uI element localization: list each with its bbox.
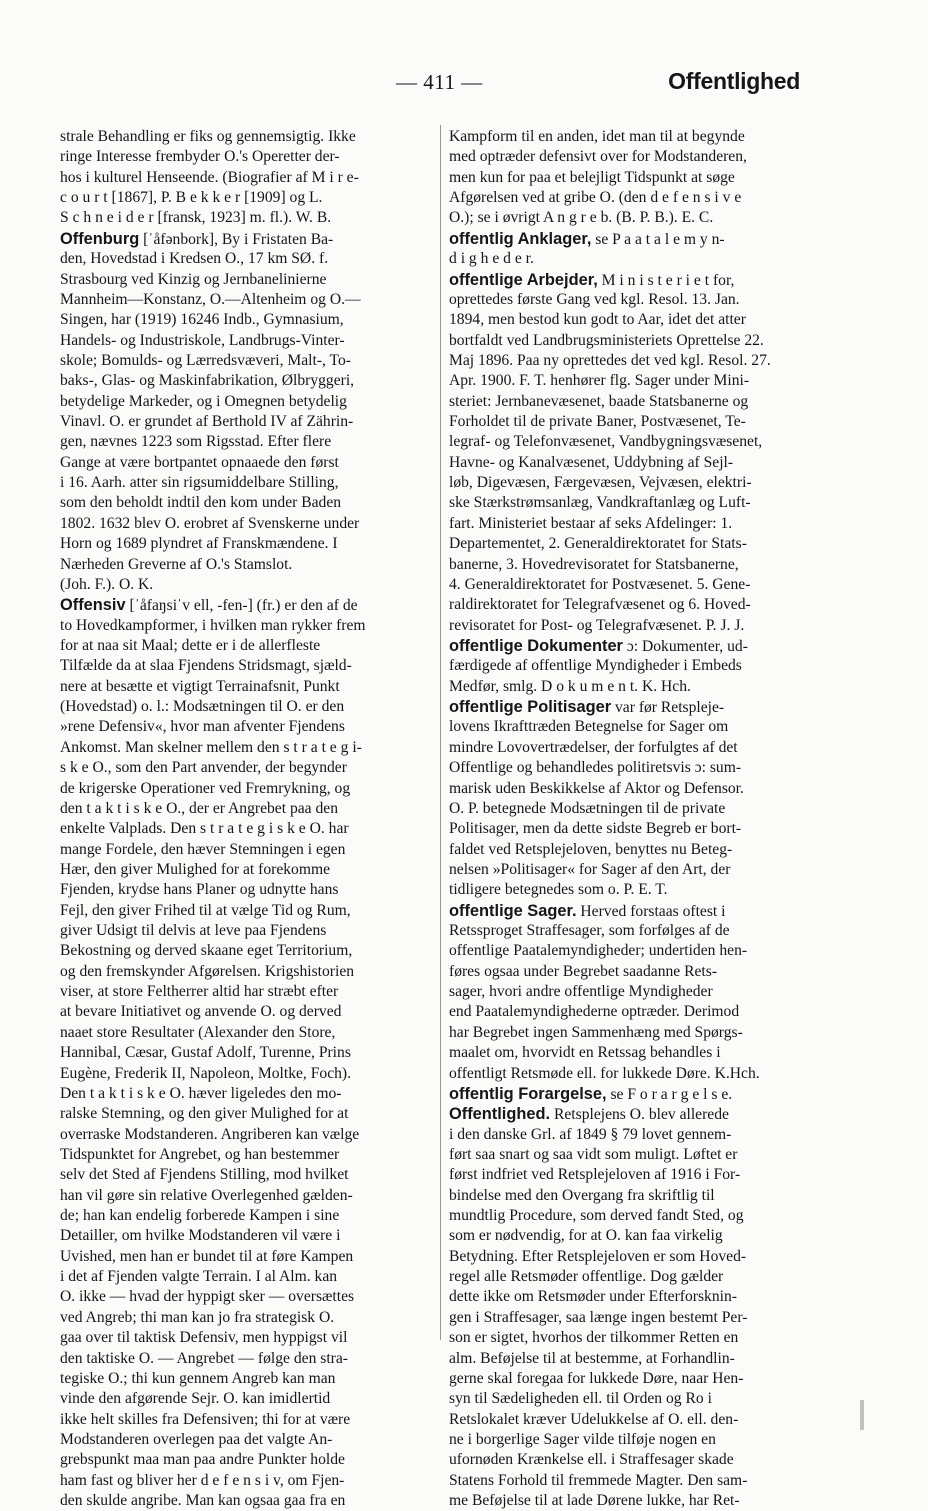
text-line: først indfriet ved Retsplejeloven af 1916 i For- [449,1166,741,1184]
text-line: Hannibal, Cæsar, Gustaf Adolf, Turenne, Prins [60,1044,351,1062]
text-line: med optræder defensivt over for Modstanderen, [449,148,747,166]
text-line: og den fremskynder Afgørelsen. Krigshistorien [60,962,355,980]
text-line: løb, Digevæsen, Færgevæsen, Vejvæsen, elektri- [449,474,752,492]
headword: offentlige Arbejder, [449,270,598,289]
text-line: Ankomst. Man skelner mellem den s t r a t e g i- [60,738,362,756]
text-line: ham fast og bliver her d e f e n s i v, om Fjen- [60,1471,345,1489]
text-line: grebspunkt maa man paa andre Punkter holde [60,1451,345,1469]
text-line: den, Hovedstad i Kredsen O., 17 km SØ. f. [60,250,329,268]
text-line: Offentlige og behandledes politiretsvis ɔ: sum- [449,759,742,777]
text-line: gerne skal foregaa for lukkede Døre, naar Hen- [449,1369,744,1387]
text-line: son er sigtet, hvorhos der tilkommer Retten en [449,1329,739,1347]
text-line: faldet ved Retsplejeloven, benyttes nu Beteg- [449,840,733,858]
text-line: Uvished, men han er bundet til at føre Kampen [60,1247,354,1265]
text-line: overraske Modstanderen. Angriberen kan vælge [60,1125,360,1143]
page-number: — 411 — [396,70,483,94]
text-line: to Hovedkampformer, i hvilken man rykker frem [60,616,366,634]
text-line: O. ikke — hvad der hyppigt sker — oversættes [60,1288,355,1306]
text-line: O. P. betegnede Modsætningen til de private [449,799,726,817]
headword: offentlige Dokumenter [449,636,623,655]
text-line: Modstanderen overlegen paa det valgte An- [60,1431,333,1448]
text-line: Detailler, om hvilke Modstanderen vil være i [60,1227,341,1245]
text-line: 1802. 1632 blev O. erobret af Svenskerne under [60,514,360,532]
text-line: steriet: Jernbanevæsenet, baade Statsbanerne og [449,392,749,410]
text-line: Afgørelsen ved at gribe O. (den d e f e n s i v e [449,189,742,207]
text-line: Mannheim—Konstanz, O.—Altenheim og O.— [60,290,361,308]
text-line: færdigede af offentlige Myndigheder i Embeds [449,657,742,675]
text-line: giver Udsigt til delvis at leve paa Fjendens [60,922,327,940]
text-line: Strasbourg ved Kinzig og Jernbanelinierne [60,270,327,288]
text-line: me Beføjelse til at lade Dørene lukke, har Ret- [449,1492,740,1510]
text-line: Retslokalet kræver Udelukkelse af O. ell. den- [449,1410,739,1428]
text-line: offentlige Dokumenter ɔ: Dokumenter, ud- [449,636,748,655]
text-line: i det af Fjenden valgte Terrain. I al Alm. kan [60,1268,338,1286]
text-line: vinde den afgørende Sejr. O. kan imidlertid [60,1390,331,1408]
text-line: Politisager, men da dette sidste Begreb er bort- [449,820,742,838]
text-line: som er nødvendig, for at O. kan faa virkelig [449,1227,723,1245]
text-line: lovens Ikrafttræden Betegnelse for Sager om [449,718,729,736]
margin-mark [860,1400,864,1430]
text-line: bortfaldt ved Landbrugsministeriets Oprettelse 22. [449,331,764,349]
text-line: den skulde angribe. Man kan ogsaa gaa fra en [60,1492,346,1510]
text-line: Fjenden, krydse hans Planer og udnytte hans [60,881,339,899]
text-line: revisoratet for Post- og Telegrafvæsenet. P. J. J. [449,616,745,634]
text-line: c o u r t [1867], P. B e k k e r [1909] og L. [60,189,323,207]
text-line: Statens Forhold til fremmede Magter. Den sam- [449,1471,748,1489]
text-line: Singen, har (1919) 16246 Indb., Gymnasium, [60,311,344,329]
text-line: mindre Lovovertrædelser, der forfulgtes af det [449,738,738,756]
text-line: Offensiv [ˈåfaŋsiˈv ell, -fen-] (fr.) er den af de [60,596,358,615]
text-line: tegiske O.; thi kun gennem Angreb kan man [60,1369,336,1387]
left-column [60,127,433,1511]
text-line: Eugène, Frederik II, Napoleon, Moltke, Foch). [60,1064,352,1082]
text-line: banerne, 3. Hovedrevisoratet for Statsbanerne, [449,555,739,573]
text-line: offentlige Arbejder, M i n i s t e r i e t for, [449,270,735,289]
headword: Offensiv [60,596,126,615]
text-line: han vil gøre sin relative Overlegenhed gælden- [60,1186,353,1204]
text-line: Betydning. Efter Retsplejeloven er som Hoved- [449,1247,747,1265]
text-line: i 16. Aarh. atter sin rigsumiddelbare Stilling, [60,474,339,492]
text-line: ne i borgerlige Sager vilde tilføje nogen en [449,1431,716,1448]
text-line: betydelige Markeder, og i Omegnen betydelig [60,392,347,410]
text-line: Bekostning og derved skaane eget Territorium, [60,942,353,960]
headword: offentlig Anklager, [449,229,592,248]
headword: offentlige Sager. [449,901,577,920]
text-line: naaet store Resultater (Alexander den Store, [60,1023,336,1041]
text-line: skole; Bomulds- og Lærredsvæveri, Malt-, To- [60,351,351,369]
text-line: offentlige Sager. Herved forstaas oftest i [449,901,726,920]
text-line: ufornøden Krænkelse ell. i Straffesager skade [449,1451,734,1469]
text-line: dette ikke om Retsmøder under Efterforsknin- [449,1288,737,1306]
text-line: selv det Sted af Fjendens Stilling, mod hvilket [60,1166,349,1184]
text-line: Havne- og Kanalvæsenet, Uddybning af Sejl- [449,453,734,471]
text-line: som den beholdt indtil den kom under Baden [60,494,342,512]
text-line: mange Fordele, den hæver Stemningen i egen [60,840,346,858]
text-line: men kun for paa et belejligt Tidspunkt at søge [449,168,735,186]
text-line: Vinavl. O. er grundet af Berthold IV af Zährin- [60,413,354,431]
text-line: har Begrebet ingen Sammenhæng med Spørgs- [449,1023,743,1041]
text-line: d i g h e d e r. [449,250,534,268]
text-line: Medfør, smlg. D o k u m e n t. K. Hch. [449,677,691,695]
text-line: Tilfælde da at slaa Fjendens Stridsmagt, sjæld- [60,657,352,675]
text-line: gen i Straffesager, saa længe ingen bestemt Per- [449,1308,748,1326]
text-line: Tidspunktet for Angrebet, og han bestemmer [60,1145,340,1163]
text-line: Gange at være bortpantet opnaaede den først [60,453,339,471]
text-line: de krigerske Operationer ved Fremrykning, og [60,779,351,797]
text-line: regel alle Retsmøder offentlige. Dog gælder [449,1268,724,1286]
text-line: enkelte Valplads. Den s t r a t e g i s k e O. har [60,820,349,838]
text-line: Offentlighed. Retsplejens O. blev allerede [449,1105,729,1124]
text-line: at bevare Initiativet og anvende O. og derved [60,1003,342,1021]
text-line: den taktiske O. — Angrebet — følge den stra- [60,1349,348,1367]
text-line: marisk uden Beskikkelse af Aktor og Defensor. [449,779,744,797]
text-line: Departementet, 2. Generaldirektoratet for Stats- [449,535,747,553]
text-line: nere at besætte et vigtigt Terrainafsnit, Punkt [60,677,340,695]
text-line: end Paatalemyndighederne optræder. Derimod [449,1003,740,1021]
headword: offentlige Politisager [449,698,612,717]
text-line: føres ogsaa under Begrebet saadanne Rets- [449,962,718,980]
text-line: 4. Generaldirektoratet for Postvæsenet. 5. Gene- [449,575,751,593]
headword: Offentlighed. [449,1105,551,1124]
text-line: Den t a k t i s k e O. hæver ligeledes den mo- [60,1084,342,1102]
text-line: Retssproget Straffesager, som forfølges af de [449,922,730,940]
text-line: gen, nævnes 1223 som Rigsstad. Efter flere [60,433,332,451]
text-line: viser, at store Feltherrer altid har stræbt efter [60,983,339,1001]
text-line: Handels- og Industriskole, Landbrugs-Vinter- [60,331,345,349]
text-line: ringe Interesse frembyder O.'s Operetter der- [60,148,340,166]
text-line: baks-, Glas- og Maskinfabrikation, Ølbryggeri, [60,372,355,390]
headword: offentlig Forargelse, [449,1084,607,1103]
text-line: ralske Stemning, og den giver Mulighed for at [60,1105,349,1123]
text-line: hos i kulturel Henseende. (Biografier af M i r e- [60,168,359,186]
column-divider [440,125,441,1340]
text-line: oprettedes første Gang ved kgl. Resol. 13. Jan. [449,290,740,308]
text-line: »rene Defensiv«, hvor man afventer Fjendens [60,718,345,736]
text-line: offentligt Retsmøde ell. for lukkede Døre. K.Hch. [449,1064,760,1082]
text-line: s k e O., som den Part anvender, der begynder [60,759,347,777]
text-line: offentlige Paatalemyndigheder; undertiden hen- [449,942,748,960]
text-line: fart. Ministeriet bestaar af seks Afdelinger: 1. [449,514,733,532]
text-line: Kampform til en anden, idet man til at begynde [449,128,745,145]
text-line: S c h n e i d e r [fransk, 1923] m. fl.). W. B. [60,209,332,227]
text-line: i den danske Grl. af 1849 § 79 lovet gennem- [449,1125,732,1143]
text-line: ske Stærkstrømsanlæg, Vandkraftanlæg og Luft- [449,494,751,512]
headword: Offenburg [60,229,140,248]
text-line: O.); se i øvrigt A n g r e b. (B. P. B.). E. C. [449,209,714,227]
right-column [449,127,820,1511]
text-line: Nærheden Greverne af O.'s Stamslot. [60,555,293,573]
text-line: offentlige Politisager var før Retspleje- [449,698,725,717]
text-line: (Hovedstad) o. l.: Modsætningen til O. er den [60,698,345,716]
text-line: den t a k t i s k e O., der er Angrebet paa den [60,799,338,817]
text-line: ved Angreb; thi man kan jo fra strategisk O. [60,1308,335,1326]
text-line: maalet om, hvorvidt en Retssag behandles i [449,1044,721,1062]
text-line: strale Behandling er fiks og gennemsigtig. Ikke [60,128,356,145]
text-line: ført saa snart og saa vidt som muligt. Løftet er [449,1145,738,1163]
text-line: tidligere betegnedes som o. P. E. T. [449,881,668,899]
text-line: de; han kan endelig forberede Kampen i sine [60,1207,340,1225]
text-line: Maj 1896. Paa ny oprettedes det ved kgl. Resol. 27. [449,351,771,369]
text-line: offentlig Forargelse, se F o r a r g e l s e. [449,1084,733,1103]
text-line: for at naa sit Maal; dette er i de allerfleste [60,636,321,654]
page-header [0,62,928,102]
text-line: gaa over til taktisk Defensiv, men hyppigst vil [60,1329,348,1347]
text-line: Offenburg [ˈåfənbork], By i Fristaten Ba- [60,229,334,248]
text-line: mundtlig Procedure, som derved fandt Sted, og [449,1207,744,1225]
text-line: Horn og 1689 plyndret af Franskmændene. I [60,535,338,553]
text-line: ikke helt skilles fra Defensiven; thi for at være [60,1410,351,1428]
text-line: bindelse med den Overgang fra skriftlig til [449,1186,715,1204]
text-line: alm. Beføjelse til at bestemme, at Forhandlin- [449,1349,735,1367]
text-line: legraf- og Telefonvæsenet, Vandbygningsvæsenet, [449,433,763,451]
text-line: Hær, den giver Mulighed for at forekomme [60,860,331,878]
text-line: Forholdet til de private Baner, Postvæsenet, Te- [449,413,746,431]
text-line: Fejl, den giver Frihed til at vælge Tid og Rum, [60,901,351,919]
text-line: sager, hvori andre offentlige Myndigheder [449,983,713,1001]
text-line: nelsen »Politisager« for Sager af den Art, der [449,860,731,878]
text-line: (Joh. F.). O. K. [60,575,154,593]
text-line: syn til Sædeligheden ell. til Orden og Ro i [449,1390,712,1408]
text-line: Apr. 1900. F. T. henhører flg. Sager under Mini- [449,372,750,390]
text-line: 1894, men bestod kun godt to Aar, idet det atter [449,311,746,329]
text-line: offentlig Anklager, se P a a t a l e m y n- [449,229,725,248]
text-line: raldirektoratet for Telegrafvæsenet og 6. Hoved- [449,596,751,614]
running-head: Offentlighed [668,68,800,94]
